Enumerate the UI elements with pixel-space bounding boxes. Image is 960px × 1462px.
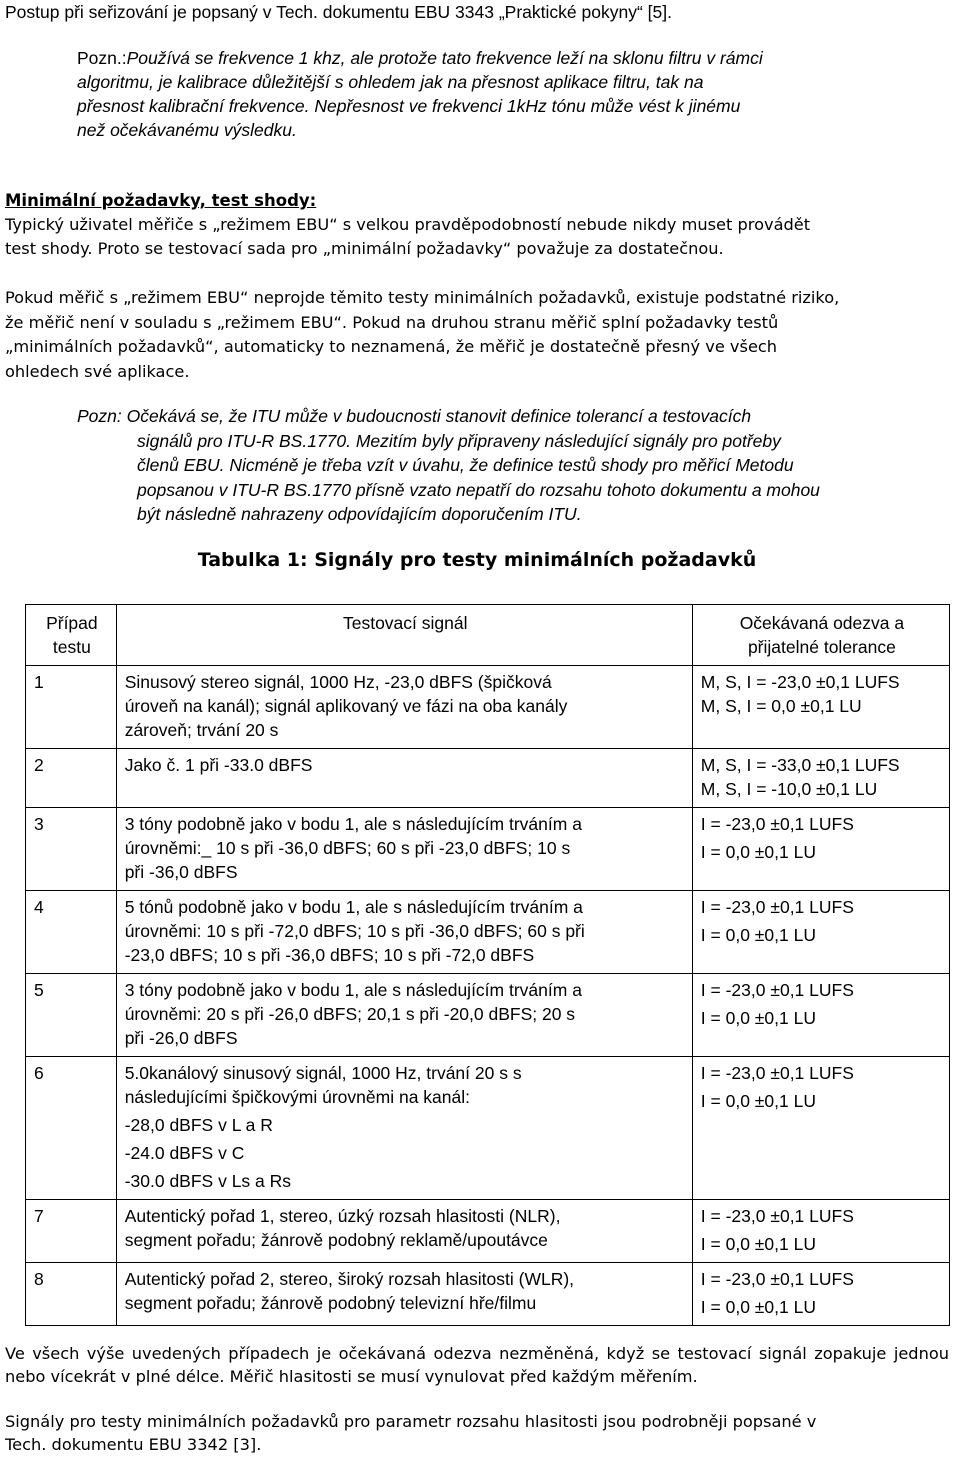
- row-case-number: 7: [26, 1200, 117, 1263]
- header-case: [26, 605, 117, 666]
- response-line: I = 0,0 ±0,1 LU: [700, 1234, 816, 1254]
- note-1-line: než očekávanému výsledku.: [77, 120, 297, 140]
- signal-line: 5.0kanálový sinusový signál, 1000 Hz, trvání 20 s s: [124, 1063, 522, 1083]
- note-1-line: přesnost kalibrační frekvence. Nepřesnost ve frekvenci 1kHz tónu může vést k jinému: [77, 96, 741, 116]
- response-line: I = -23,0 ±0,1 LUFS: [700, 980, 854, 1000]
- row-case-number: 3: [26, 808, 117, 891]
- header-response: [692, 605, 949, 666]
- row-response: [692, 749, 949, 808]
- table-row: [26, 974, 950, 1057]
- row-signal: [116, 891, 692, 974]
- paragraph-2: [5, 286, 949, 384]
- row-case-number: 8: [26, 1263, 117, 1326]
- footer-2-line: Signály pro testy minimálních požadavků pro parametr rozsahu hlasitosti jsou podrobněji popsané v: [5, 1412, 817, 1431]
- note-1-line: algoritmu, je kalibrace důležitější s ohledem jak na přesnost aplikace filtru, tak na: [77, 72, 704, 92]
- response-line: I = -23,0 ±0,1 LUFS: [700, 1206, 854, 1226]
- note-1: [77, 46, 949, 142]
- response-line: I = -23,0 ±0,1 LUFS: [700, 1269, 854, 1289]
- table-row: [26, 1200, 950, 1263]
- response-line: M, S, I = -10,0 ±0,1 LU: [700, 779, 878, 799]
- signal-line: zároveň; trvání 20 s: [124, 720, 279, 740]
- table-row: [26, 666, 950, 749]
- table-row: [26, 749, 950, 808]
- row-case-number: 6: [26, 1057, 117, 1200]
- signal-line: při -26,0 dBFS: [124, 1028, 238, 1048]
- paragraph-2-line: ohledech své aplikace.: [5, 361, 190, 381]
- table-caption: Tabulka 1: Signály pro testy minimálních požadavků: [197, 549, 757, 571]
- response-line: I = -23,0 ±0,1 LUFS: [700, 814, 854, 834]
- response-line: I = -23,0 ±0,1 LUFS: [700, 1063, 854, 1083]
- section-title: Minimální požadavky, test shody:: [5, 191, 317, 210]
- note-2: [77, 404, 949, 527]
- footer-paragraph-2: [5, 1410, 949, 1456]
- table-body: [26, 666, 950, 1326]
- signal-line: Jako č. 1 při -33.0 dBFS: [124, 755, 313, 775]
- paragraph-2-line: že měřič není v souladu s „režimem EBU“. Pokud na druhou stranu měřič splní požadavky testů: [5, 312, 779, 332]
- paragraph-2-line: „minimálních požadavků“, automaticky to neznamená, že měřič je dostatečně přesný ve všech: [5, 337, 778, 356]
- row-signal: [116, 1200, 692, 1263]
- signal-line: -24.0 dBFS v C: [124, 1143, 245, 1163]
- row-signal: [116, 808, 692, 891]
- note-2-line: členů EBU. Nicméně je třeba vzít v úvahu, že definice testů shody pro měřicí Metodu: [137, 455, 794, 475]
- footer-2-line: Tech. dokumentu EBU 3342 [3].: [5, 1435, 262, 1454]
- row-response: [692, 974, 949, 1057]
- row-response: [692, 666, 949, 749]
- intro-paragraph: Postup při seřizování je popsaný v Tech. dokumentu EBU 3343 „Praktické pokyny“ [5].: [5, 2, 672, 22]
- signal-line: segment pořadu; žánrově podobný televizní hře/filmu: [124, 1293, 537, 1313]
- header-case-line: Případ: [46, 613, 98, 633]
- row-response: [692, 1057, 949, 1200]
- row-signal: [116, 974, 692, 1057]
- table-row: [26, 808, 950, 891]
- signal-line: 5 tónů podobně jako v bodu 1, ale s následujícím trváním a: [124, 897, 583, 917]
- note-2-first-line: Pozn: Očekává se, že ITU může v budoucnosti stanovit definice tolerancí a testovacích: [77, 406, 752, 426]
- table-row: [26, 891, 950, 974]
- note-1-line: Používá se frekvence 1 khz, ale protože tato frekvence leží na sklonu filtru v rámci: [126, 48, 763, 68]
- response-line: I = 0,0 ±0,1 LU: [700, 925, 816, 945]
- signal-line: následujícími špičkovými úrovněmi na kanál:: [124, 1087, 470, 1107]
- response-line: M, S, I = -23,0 ±0,1 LUFS: [700, 672, 900, 692]
- section-line: test shody. Proto se testovací sada pro „minimální požadavky“ považuje za dostatečnou.: [5, 239, 724, 258]
- row-response: [692, 891, 949, 974]
- signal-line: úroveň na kanál); signál aplikovaný ve fázi na oba kanály: [124, 696, 568, 716]
- section-line: Typický uživatel měřiče s „režimem EBU“ s velkou pravděpodobností nebude nikdy muset provádět: [5, 215, 811, 234]
- header-response-line: přijatelné tolerance: [747, 637, 896, 657]
- signal-line: Sinusový stereo signál, 1000 Hz, -23,0 dBFS (špičková: [124, 672, 552, 692]
- response-line: I = -23,0 ±0,1 LUFS: [700, 897, 854, 917]
- row-signal: [116, 666, 692, 749]
- row-case-number: 2: [26, 749, 117, 808]
- row-case-number: 5: [26, 974, 117, 1057]
- signal-line: úrovněmi:_ 10 s při -36,0 dBFS; 60 s při -23,0 dBFS; 10 s: [124, 838, 571, 858]
- note-2-line: být následně nahrazeny odpovídajícím doporučením ITU.: [137, 504, 582, 524]
- table-row: [26, 1057, 950, 1200]
- paragraph-2-line: Pokud měřič s „režimem EBU“ neprojde těmito testy minimálních požadavků, existuje podstatné riziko,: [5, 288, 840, 307]
- response-line: I = 0,0 ±0,1 LU: [700, 1297, 816, 1317]
- signal-line: -28,0 dBFS v L a R: [124, 1115, 273, 1135]
- row-response: [692, 1263, 949, 1326]
- signal-line: úrovněmi: 10 s při -72,0 dBFS; 10 s při -36,0 dBFS; 60 s při: [124, 921, 585, 941]
- signal-line: 3 tóny podobně jako v bodu 1, ale s následujícím trváním a: [124, 814, 582, 834]
- signal-line: Autentický pořad 2, stereo, široký rozsah hlasitosti (WLR),: [124, 1269, 575, 1289]
- table-row: [26, 1263, 950, 1326]
- header-signal: [116, 605, 692, 666]
- signal-line: -23,0 dBFS; 10 s při -36,0 dBFS; 10 s při -72,0 dBFS: [124, 945, 535, 965]
- signal-line: 3 tóny podobně jako v bodu 1, ale s následujícím trváním a: [124, 980, 582, 1000]
- footer-paragraph-1: Ve všech výše uvedených případech je očekávaná odezva nezměněná, když se testovací signál zopakuje jednou nebo vícekrát v plné délce. Měřič hlasitosti se musí vynulovat před každým měřením.: [5, 1344, 949, 1386]
- row-case-number: 4: [26, 891, 117, 974]
- table-header-row: [26, 605, 950, 666]
- row-signal: [116, 1263, 692, 1326]
- row-response: [692, 1200, 949, 1263]
- signal-line: Autentický pořad 1, stereo, úzký rozsah hlasitosti (NLR),: [124, 1206, 561, 1226]
- signal-line: úrovněmi: 20 s při -26,0 dBFS; 20,1 s při -20,0 dBFS; 20 s: [124, 1004, 576, 1024]
- header-case-line: testu: [52, 637, 91, 657]
- note-2-line: signálů pro ITU-R BS.1770. Mezitím byly připraveny následující signály pro potřeby: [137, 430, 781, 451]
- response-line: I = 0,0 ±0,1 LU: [700, 842, 816, 862]
- signal-line: segment pořadu; žánrově podobný reklamě/upoutávce: [124, 1230, 548, 1250]
- response-line: M, S, I = 0,0 ±0,1 LU: [700, 696, 862, 716]
- header-response-line: Očekávaná odezva a: [739, 613, 905, 633]
- signal-line: při -36,0 dBFS: [124, 862, 238, 882]
- response-line: I = 0,0 ±0,1 LU: [700, 1091, 816, 1111]
- row-case-number: 1: [26, 666, 117, 749]
- signals-table: [25, 604, 950, 1326]
- response-line: M, S, I = -33,0 ±0,1 LUFS: [700, 755, 900, 775]
- note-2-line: popsanou v ITU-R BS.1770 přísně vzato nepatří do rozsahu tohoto dokumentu a mohou: [137, 479, 820, 500]
- row-signal: [116, 1057, 692, 1200]
- response-line: I = 0,0 ±0,1 LU: [700, 1008, 816, 1028]
- signal-line: -30.0 dBFS v Ls a Rs: [124, 1171, 292, 1191]
- row-response: [692, 808, 949, 891]
- row-signal: [116, 749, 692, 808]
- section-body: [5, 213, 949, 261]
- note-1-label: Pozn.:: [77, 48, 127, 68]
- header-signal-line: Testovací signál: [342, 613, 468, 633]
